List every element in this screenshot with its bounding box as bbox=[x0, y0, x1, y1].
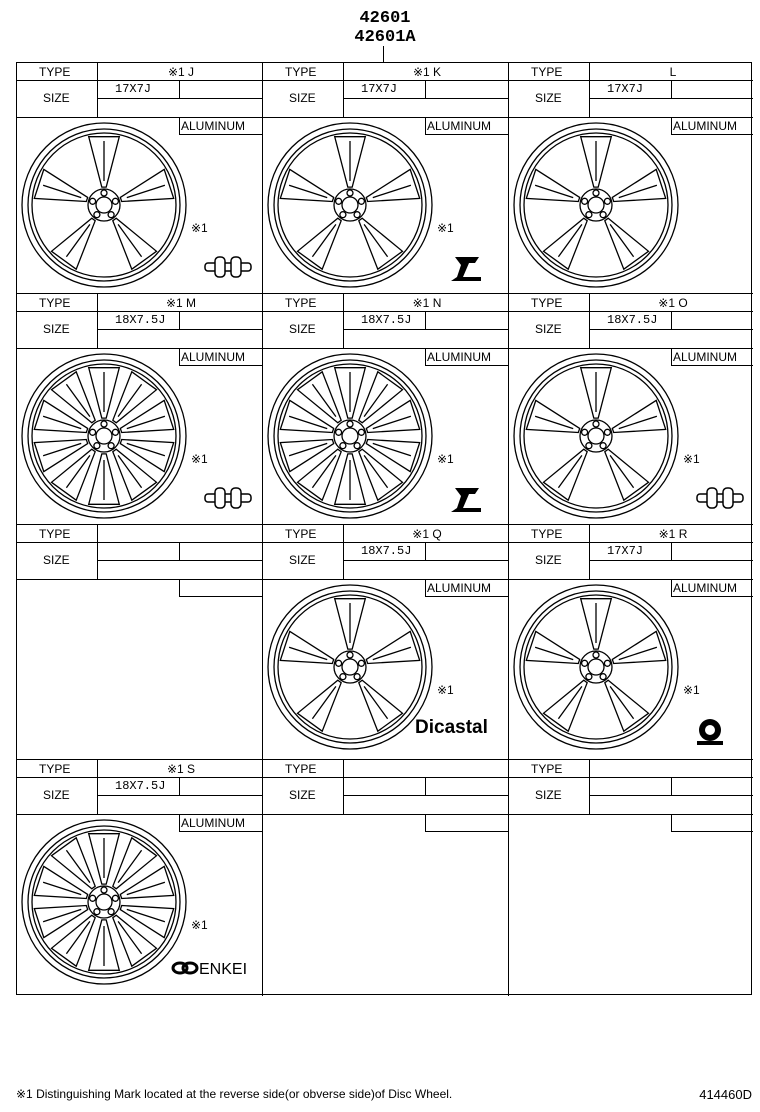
size-label: SIZE bbox=[43, 91, 70, 105]
size-label: SIZE bbox=[289, 91, 316, 105]
wheel-drawing bbox=[265, 582, 435, 757]
wheel-drawing bbox=[19, 351, 189, 526]
size-label: SIZE bbox=[43, 553, 70, 567]
distinguishing-mark-label: ※1 bbox=[683, 452, 700, 466]
type-label: TYPE bbox=[531, 527, 563, 541]
maker-mark-icon bbox=[449, 255, 483, 286]
valve-icon bbox=[203, 486, 253, 510]
size-value: 17X7J bbox=[361, 82, 398, 96]
distinguishing-mark-label: ※1 bbox=[437, 683, 454, 697]
size-value: 17X7J bbox=[607, 82, 644, 96]
type-label: TYPE bbox=[531, 296, 563, 310]
material-value: ALUMINUM bbox=[181, 119, 246, 133]
size-value: 18X7.5J bbox=[607, 313, 658, 327]
size-label: SIZE bbox=[535, 553, 562, 567]
wheel-cell bbox=[509, 525, 753, 760]
type-value: ※1 N bbox=[412, 296, 442, 310]
wheel-drawing bbox=[19, 817, 189, 992]
wheel-drawing bbox=[511, 120, 681, 295]
type-value: L bbox=[669, 65, 677, 79]
distinguishing-mark-label: ※1 bbox=[191, 452, 208, 466]
material-value: ALUMINUM bbox=[427, 350, 492, 364]
material-value: ALUMINUM bbox=[673, 581, 738, 595]
wheel-drawing bbox=[511, 351, 681, 526]
size-label: SIZE bbox=[535, 322, 562, 336]
wheel-cell bbox=[17, 294, 263, 525]
size-value: 17X7J bbox=[607, 544, 644, 558]
size-label: SIZE bbox=[289, 788, 316, 802]
size-value: 18X7.5J bbox=[115, 313, 166, 327]
size-label: SIZE bbox=[43, 322, 70, 336]
maker-mark-icon bbox=[449, 486, 483, 517]
type-value: ※1 O bbox=[658, 296, 688, 310]
valve-icon bbox=[695, 486, 745, 510]
wheel-cell bbox=[263, 294, 509, 525]
valve-icon bbox=[203, 255, 253, 279]
type-label: TYPE bbox=[39, 65, 71, 79]
type-label: TYPE bbox=[39, 762, 71, 776]
type-label: TYPE bbox=[39, 296, 71, 310]
material-value: ALUMINUM bbox=[427, 581, 492, 595]
type-label: TYPE bbox=[285, 527, 317, 541]
diagram-code: 414460D bbox=[699, 1087, 752, 1102]
footnote: ※1 Distinguishing Mark located at the reverse side(or obverse side)of Disc Wheel. bbox=[16, 1087, 453, 1101]
wheel-cell bbox=[263, 63, 509, 294]
type-value: ※1 K bbox=[412, 65, 442, 79]
distinguishing-mark-label: ※1 bbox=[683, 683, 700, 697]
wheel-cell bbox=[17, 63, 263, 294]
enkei-logo: ENKEI bbox=[171, 960, 247, 979]
type-label: TYPE bbox=[285, 296, 317, 310]
material-value: ALUMINUM bbox=[427, 119, 492, 133]
size-value: 18X7.5J bbox=[361, 544, 412, 558]
wheel-cell bbox=[509, 294, 753, 525]
type-value: ※1 J bbox=[167, 65, 195, 79]
type-value: ※1 M bbox=[165, 296, 197, 310]
material-value: ALUMINUM bbox=[673, 350, 738, 364]
material-box bbox=[425, 814, 508, 832]
wheel-drawing bbox=[511, 582, 681, 757]
size-value: 18X7.5J bbox=[361, 313, 412, 327]
distinguishing-mark-label: ※1 bbox=[191, 918, 208, 932]
wheel-cell bbox=[509, 760, 753, 996]
material-box bbox=[671, 814, 753, 832]
type-label: TYPE bbox=[285, 762, 317, 776]
leader-line bbox=[383, 46, 384, 62]
distinguishing-mark-label: ※1 bbox=[437, 452, 454, 466]
part-number-2: 42601A bbox=[354, 28, 416, 47]
size-label: SIZE bbox=[289, 553, 316, 567]
wheel-cell bbox=[509, 63, 753, 294]
material-value: ALUMINUM bbox=[181, 816, 246, 830]
q-logo-icon bbox=[695, 717, 725, 752]
size-label: SIZE bbox=[535, 788, 562, 802]
type-label: TYPE bbox=[531, 65, 563, 79]
material-box bbox=[179, 579, 262, 597]
dicastal-logo: Dicastal bbox=[415, 717, 488, 738]
type-label: TYPE bbox=[285, 65, 317, 79]
size-value: 18X7.5J bbox=[115, 779, 166, 793]
type-label: TYPE bbox=[39, 527, 71, 541]
material-value: ALUMINUM bbox=[181, 350, 246, 364]
type-value: ※1 R bbox=[658, 527, 688, 541]
wheel-drawing bbox=[265, 120, 435, 295]
size-value: 17X7J bbox=[115, 82, 152, 96]
size-label: SIZE bbox=[43, 788, 70, 802]
type-value: ※1 Q bbox=[412, 527, 442, 541]
size-label: SIZE bbox=[535, 91, 562, 105]
wheel-grid bbox=[16, 62, 752, 995]
distinguishing-mark-label: ※1 bbox=[437, 221, 454, 235]
wheel-drawing bbox=[265, 351, 435, 526]
distinguishing-mark-label: ※1 bbox=[191, 221, 208, 235]
size-label: SIZE bbox=[289, 322, 316, 336]
wheel-cell bbox=[263, 525, 509, 760]
type-value: ※1 S bbox=[166, 762, 196, 776]
material-value: ALUMINUM bbox=[673, 119, 738, 133]
wheel-cell bbox=[17, 760, 263, 996]
part-number-1: 42601 bbox=[359, 9, 411, 28]
type-label: TYPE bbox=[531, 762, 563, 776]
wheel-cell bbox=[17, 525, 263, 760]
wheel-drawing bbox=[19, 120, 189, 295]
wheel-cell bbox=[263, 760, 509, 996]
